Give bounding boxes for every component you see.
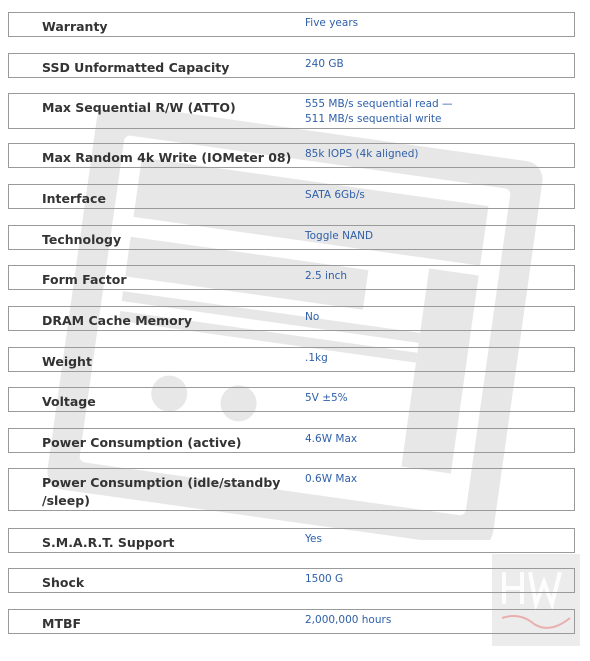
spec-value: SATA 6Gb/s: [305, 189, 365, 201]
spec-label: Power Consumption (active): [42, 435, 242, 450]
spec-row-shock: [8, 568, 575, 593]
spec-label: Form Factor: [42, 272, 127, 287]
spec-value: Toggle NAND: [305, 230, 374, 242]
spec-row-weight: [8, 347, 575, 372]
spec-label: Max Sequential R/W (ATTO): [42, 100, 236, 115]
spec-value: 0.6W Max: [305, 473, 358, 485]
spec-value: 85k IOPS (4k aligned): [305, 148, 419, 160]
spec-label: Voltage: [42, 394, 96, 409]
spec-value: No: [305, 311, 320, 323]
spec-label: Max Random 4k Write (IOMeter 08): [42, 150, 292, 165]
spec-label: Interface: [42, 191, 106, 206]
spec-value: 4.6W Max: [305, 433, 358, 445]
spec-row-capacity: [8, 53, 575, 78]
spec-label: Shock: [42, 575, 85, 590]
spec-label: DRAM Cache Memory: [42, 313, 193, 328]
spec-label: SSD Unformatted Capacity: [42, 60, 230, 75]
spec-row-mtbf: [8, 609, 575, 634]
spec-value: 240 GB: [305, 58, 344, 70]
spec-label: Warranty: [42, 19, 108, 34]
spec-label: [42, 474, 292, 510]
spec-value: 5V ±5%: [305, 392, 348, 404]
spec-row-power-active: [8, 428, 575, 453]
spec-value: Five years: [305, 17, 359, 29]
spec-value: [305, 97, 570, 127]
spec-row-smart: [8, 528, 575, 553]
spec-label: MTBF: [42, 616, 82, 631]
spec-row-sequential: [8, 93, 575, 129]
spec-row-interface: [8, 184, 575, 209]
spec-row-random-4k: [8, 143, 575, 168]
spec-row-form-factor: [8, 265, 575, 290]
spec-label-line1: Power Consumption (idle/standby: [42, 475, 281, 490]
spec-label: S.M.A.R.T. Support: [42, 535, 175, 550]
spec-value: 2.5 inch: [305, 270, 348, 282]
spec-value-line1: 555 MB/s sequential read —: [305, 98, 453, 110]
spec-row-voltage: [8, 387, 575, 412]
spec-label-line2: /sleep): [42, 493, 90, 508]
spec-row-technology: [8, 225, 575, 250]
spec-row-power-idle: [8, 468, 575, 511]
spec-label: Technology: [42, 232, 122, 247]
spec-label: Weight: [42, 354, 92, 369]
spec-value: Yes: [305, 533, 322, 545]
spec-value: 2,000,000 hours: [305, 614, 392, 626]
spec-value: 1500 G: [305, 573, 344, 585]
spec-value: .1kg: [305, 352, 328, 364]
spec-row-warranty: [8, 12, 575, 37]
spec-row-dram-cache: [8, 306, 575, 331]
spec-value-line2: 511 MB/s sequential write: [305, 113, 442, 125]
